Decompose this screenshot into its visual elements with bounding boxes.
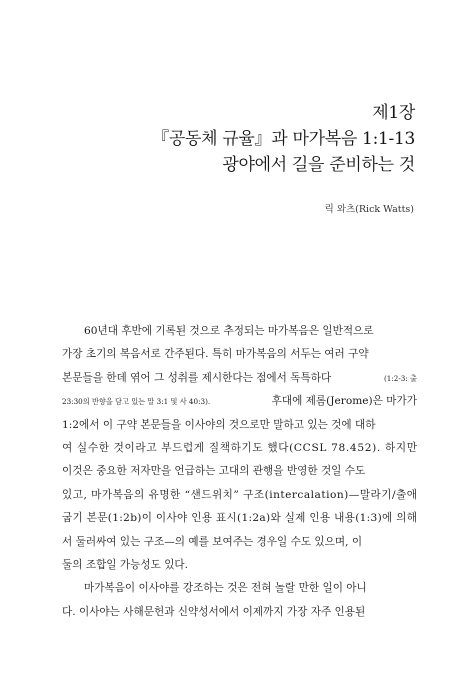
text-line xyxy=(62,531,417,554)
text-line xyxy=(62,414,417,437)
citation-small: 23:30의 반향을 담고 있는 말 3:1 및 사 40:3). xyxy=(62,397,211,407)
text-line xyxy=(62,577,417,600)
chapter-number: 제1장 xyxy=(372,103,415,123)
text-line xyxy=(62,367,417,390)
text-line-content: 마가복음이 이사야를 강조하는 것은 전혀 놀랄 만한 일이 아니 xyxy=(84,582,367,595)
text-line xyxy=(62,343,417,366)
text-line xyxy=(62,507,417,530)
paragraph-1 xyxy=(62,320,417,577)
text-line xyxy=(62,390,417,413)
text-line-content: 있고, 마가복음의 유명한 “샌드위치” 구조(intercalation)—말라기/출애 xyxy=(62,488,418,501)
text-line-content: 60년대 후반에 기록된 것으로 추정되는 마가복음은 일반적으로 xyxy=(84,325,374,337)
text-line-content: 1:2에서 이 구약 본문들을 이사야의 것으로만 말하고 있는 것에 대하 xyxy=(62,418,376,431)
text-line-content: 서 둘러싸여 있는 구조—의 예를 보여주는 경우일 수도 있으며, 이 xyxy=(62,535,363,548)
text-line-main: 후대에 제롬(Jerome)은 마가가 xyxy=(271,395,417,408)
chapter-heading xyxy=(152,100,415,178)
text-line xyxy=(62,320,417,343)
text-line-content: 굽기 본문(1:2b)이 이사야 인용 표시(1:2a)와 실제 인용 내용(1:3)에 의해 xyxy=(62,512,418,525)
text-line-content: 다. 이사야는 사해문헌과 신약성서에서 이제까지 가장 자주 인용된 xyxy=(62,605,366,618)
text-line-main: 본문들을 한데 엮어 그 성취를 제시한다는 점에서 독특하다 xyxy=(62,371,332,384)
chapter-title-line-2: 광야에서 길을 준비하는 것 xyxy=(222,155,415,175)
chapter-title-line-1: 『공동체 규율』과 마가복음 1:1-13 xyxy=(152,129,415,149)
text-line-content: 이것은 중요한 저자만을 언급하는 고대의 관행을 반영한 것일 수도 xyxy=(62,465,366,478)
text-line-content: 여 실수한 것이라고 부드럽게 질책하기도 했다(CCSL 78.452). 하지만 xyxy=(62,441,418,454)
citation-small: (1:2-3: 출 xyxy=(383,373,417,383)
text-line xyxy=(62,484,417,507)
text-line-content: 가장 초기의 복음서로 간주된다. 특히 마가복음의 서두는 여러 구약 xyxy=(62,348,369,361)
text-line: 둘의 조합일 가능성도 있다. xyxy=(62,558,189,571)
chapter-author: 릭 와츠(Rick Watts) xyxy=(324,204,414,215)
body-text xyxy=(62,320,417,624)
text-line xyxy=(62,460,417,483)
text-line xyxy=(62,437,417,460)
text-line xyxy=(62,601,417,624)
paragraph-2 xyxy=(62,577,417,624)
